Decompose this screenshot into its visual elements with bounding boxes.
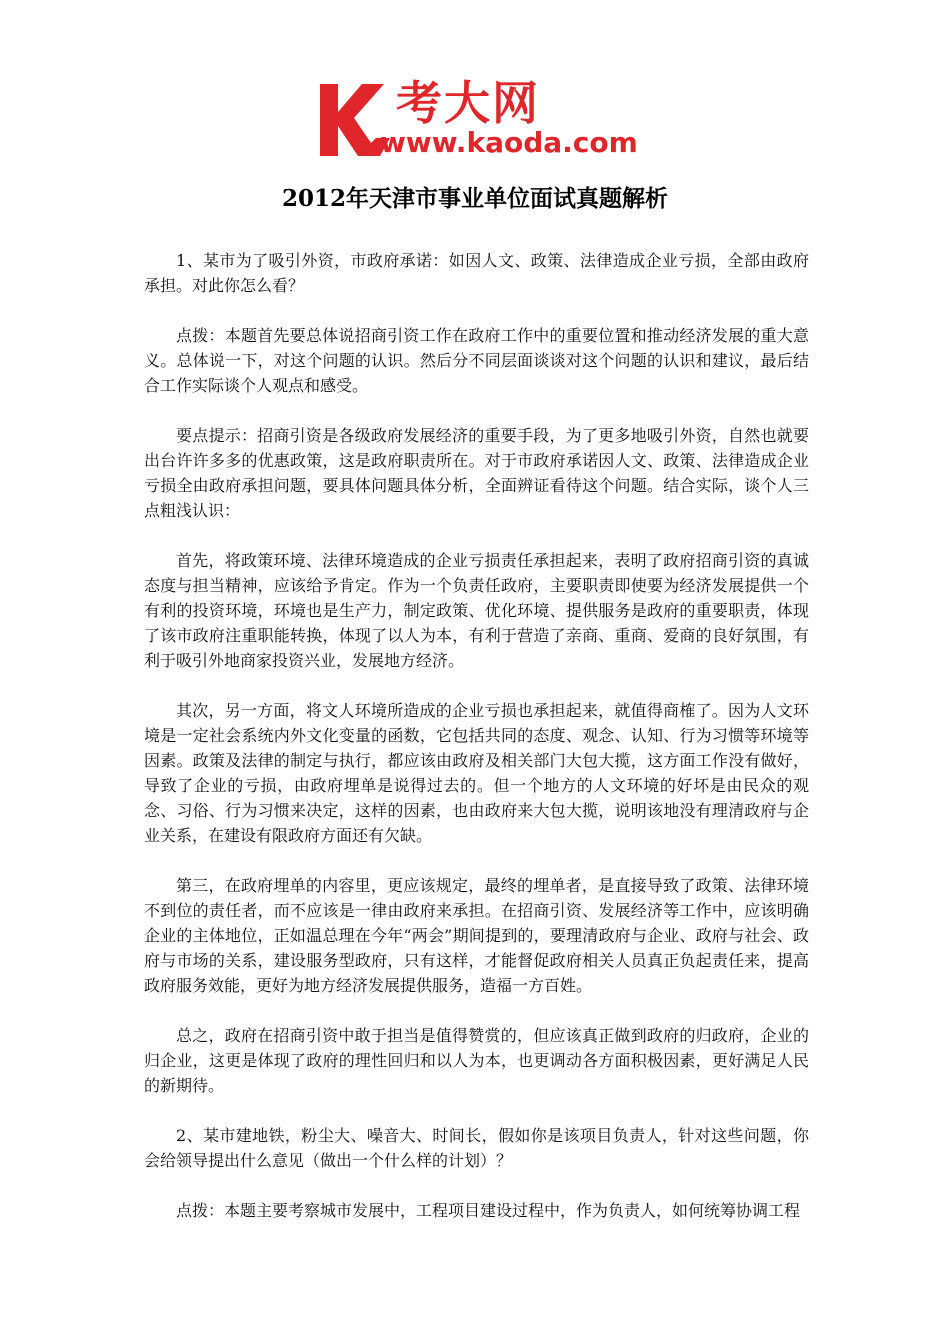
hint-1: 点拨：本题首先要总体说招商引资工作在政府工作中的重要位置和推动经济发展的重大意义。总体说一下，对这个问题的认识。然后分不同层面谈谈对这个问题的认识和建议，最后结合工作实际谈个人观点和感受。 <box>144 326 809 395</box>
point-first: 首先，将政策环境、法律环境造成的企业亏损责任承担起来，表明了政府招商引资的真诚态度与担当精神，应该给予肯定。作为一个负责任政府，主要职责即使要为经济发展提供一个有利的投资环境，环境也是生产力，制定政策、优化环境、提供服务是政府的重要职责，体现了该市政府注重职能转换，体现了以人为本，有利于营造了亲商、重商、爱商的良好氛围，有利于吸引外地商家投资兴业，发展地方经济。 <box>144 551 809 670</box>
point-third: 第三，在政府埋单的内容里，更应该规定，最终的埋单者，是直接导致了政策、法律环境不到位的责任者，而不应该是一律由政府来承担。在招商引资、发展经济等工作中，应该明确企业的主体地位，正如温总理在今年“两会”期间提到的，要理清政府与企业、政府与社会、政府与市场的关系，建设服务型政府，只有这样，才能督促政府相关人员真正负起责任来，提高政府服务效能，更好为地方经济发展提供服务，造福一方百姓。 <box>144 876 809 995</box>
hint-2: 点拨：本题主要考察城市发展中，工程项目建设过程中，作为负责人，如何统筹协调工程 <box>176 1201 801 1220</box>
question-2: 2、某市建地铁，粉尘大、噪音大、时间长，假如你是该项目负责人，针对这些问题，你会给领导提出什么意见（做出一个什么样的计划）？ <box>144 1126 809 1170</box>
point-second: 其次，另一方面，将文人环境所造成的企业亏损也承担起来，就值得商榷了。因为人文环境是一定社会系统内外文化变量的函数，它包括共同的态度、观念、认知、行为习惯等环境等因素。政策及法律的制定与执行，都应该由政府及相关部门大包大揽，这方面工作没有做好，导致了企业的亏损，由政府埋单是说得过去的。但一个地方的人文环境的好坏是由民众的观念、习俗、行为习惯来决定，这样的因素，也由政府来大包大揽，说明该地没有理清政府与企业关系，在建设有限政府方面还有欠缺。 <box>144 701 809 845</box>
article-body <box>144 248 809 1248</box>
kaoda-logo <box>318 78 638 160</box>
question-1: 1、某市为了吸引外资，市政府承诺：如因人文、政策、法律造成企业亏损，全部由政府承担。对此你怎么看？ <box>144 251 809 295</box>
page-title: 2012年天津市事业单位面试真题解析 <box>281 185 668 212</box>
logo-brand-cn: 考大网 <box>396 76 540 130</box>
conclusion-1: 总之，政府在招商引资中敢于担当是值得赞赏的，但应该真正做到政府的归政府，企业的归企业，这更是体现了政府的理性回归和以人为本，也更调动各方面积极因素，更好满足人民的新期待。 <box>144 1026 809 1095</box>
key-points-1: 要点提示：招商引资是各级政府发展经济的重要手段，为了更多地吸引外资，自然也就要出台许许多多的优惠政策，这是政府职责所在。对于市政府承诺因人文、政策、法律造成企业亏损全由政府承担问题，要具体问题具体分析，全面辨证看待这个问题。结合实际，谈个人三点粗浅认识： <box>144 426 809 520</box>
logo-brand-url: www.kaoda.com <box>380 126 638 159</box>
